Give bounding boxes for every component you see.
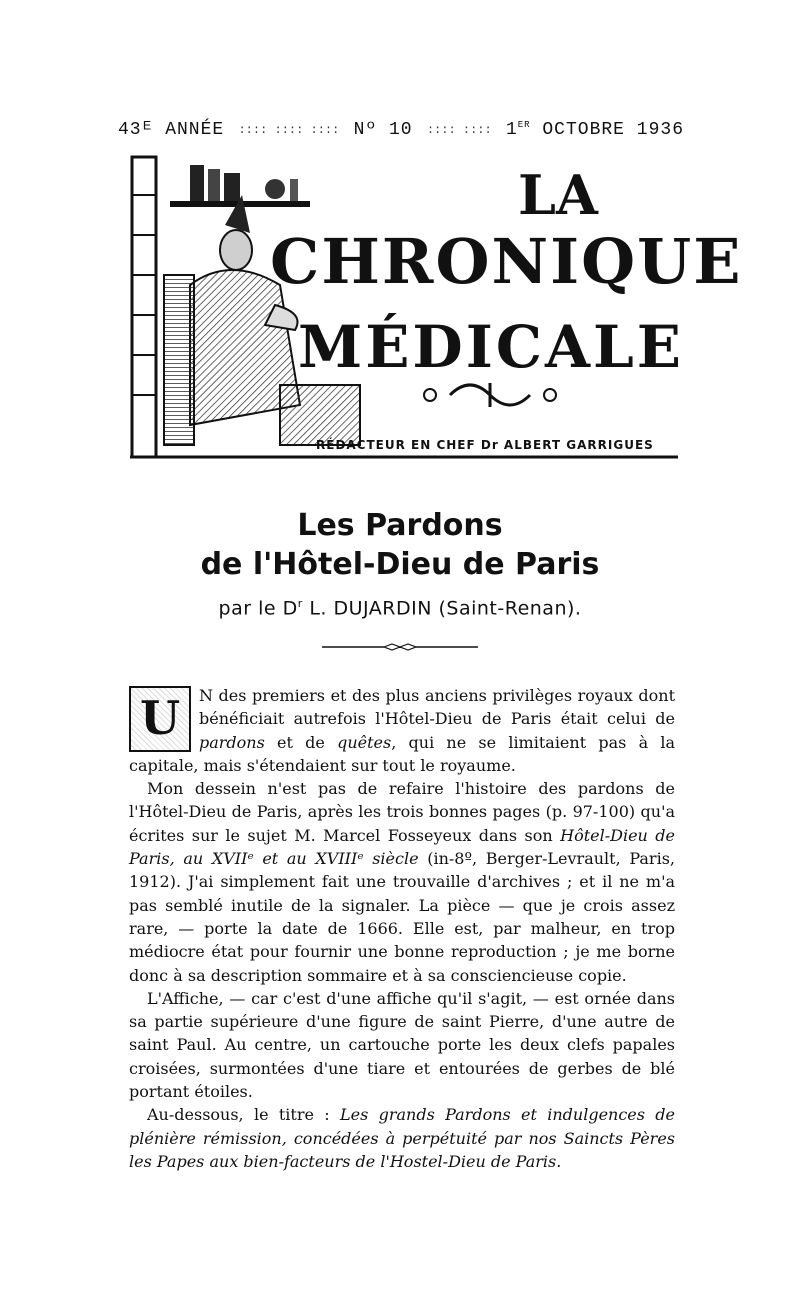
paragraph-1: U N des premiers et des plus anciens privilèges royaux dont bénéficiait autrefois l'Hôtel-Dieu de Paris était celui de pardons et de quêtes, qui ne se limitaient pas à la capitale, mais s'étendaient sur tout le royaume. <box>129 686 675 775</box>
ornament-separator: :::: :::: :::: <box>238 123 340 137</box>
article-body <box>129 684 675 1173</box>
article-title-line-2: de l'Hôtel-Dieu de Paris <box>200 547 600 582</box>
article-byline: par le $D^r$ L. DUJARDIN (Saint-Renan). <box>218 597 582 620</box>
paragraph-2: Mon dessein n'est pas de refaire l'histoire des pardons de l'Hôtel-Dieu de Paris, après les trois bonnes pages (p. 97-100) qu'a écrites sur le sujet M. Marcel Fosseyeux dans son Hôtel-Dieu de Paris, au XVIIᵉ et au XVIIIᵉ siècle (in-8º, Berger-Levrault, Paris, 1912). J'ai simplement fait une trouvaille d'archives ; et il ne m'a pas semblé inutile de la signaler. La pièce — que je crois assez rare, — porte la date de 1666. Elle est, par malheur, en trop médiocre état pour fournir une bonne reproduction ; je me borne donc à sa description sommaire et à sa consciencieuse copie. <box>129 779 675 985</box>
issue-number: Nº 10 <box>353 120 413 140</box>
masthead-la: LA <box>518 163 598 227</box>
issue-date: 1ER OCTOBRE 1936 <box>505 120 684 140</box>
article-title-line-1: Les Pardons <box>297 508 503 543</box>
masthead-chronique: CHRONIQUE <box>270 225 743 298</box>
masthead <box>130 155 743 475</box>
issue-dateline <box>118 120 684 140</box>
section-divider <box>322 640 478 654</box>
dropcap-initial: U <box>129 686 191 752</box>
ornament-separator: :::: :::: <box>426 123 492 137</box>
paragraph-4: Au-dessous, le titre : Les grands Pardons et indulgences de plénière rémission, concédées à perpétuité par nos Saincts Pères les Papes aux bien-facteurs de l'Hostel-Dieu de Paris. <box>129 1105 676 1171</box>
issue-year: 43ᴱ ANNÉE <box>118 120 225 140</box>
masthead-medicale: MÉDICALE <box>298 313 684 381</box>
paragraph-3: L'Affiche, — car c'est d'une affiche qu'il s'agit, — est ornée dans sa partie supérieure d'une figure de saint Pierre, d'une autre de saint Paul. Au centre, un cartouche porte les deux clefs papales croisées, surmontées d'une tiare et entourées de gerbes de blé portant étoiles. <box>129 988 675 1102</box>
masthead-editor-line: RÉDACTEUR EN CHEF Dr ALBERT GARRIGUES <box>316 438 654 452</box>
